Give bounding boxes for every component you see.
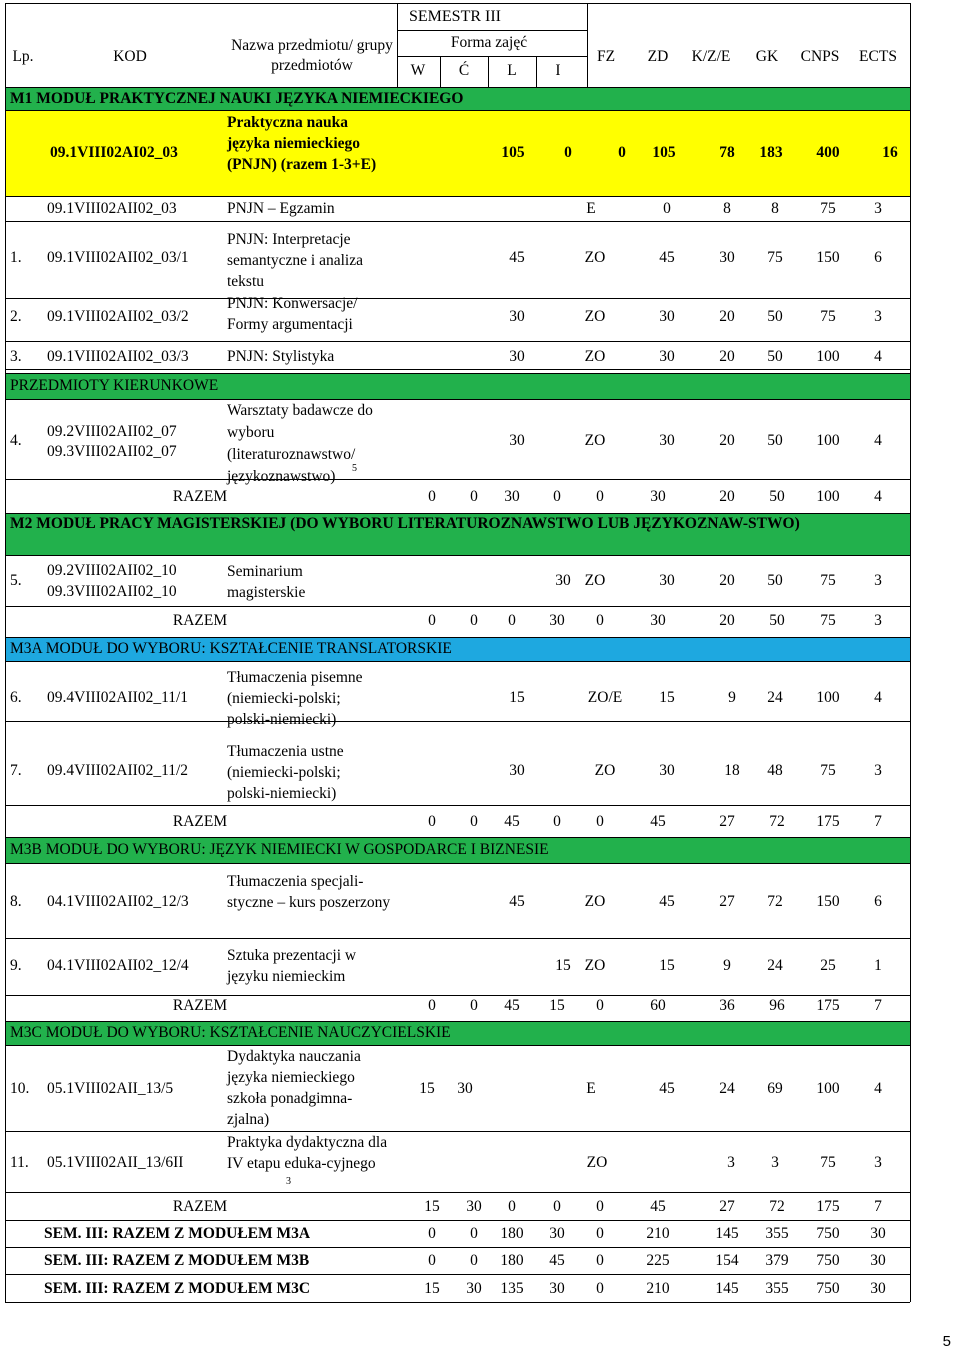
col-forma-1: Ć — [458, 62, 470, 79]
razem-value: 0 — [428, 813, 436, 830]
semester-total-value: 750 — [816, 1280, 840, 1297]
row-value: 4 — [874, 348, 882, 365]
row-value: 100 — [816, 432, 840, 449]
row-name: Tłumaczenia pisemne (niemiecki-polski; polski-niemiecki) — [227, 669, 363, 728]
razem-value: 45 — [650, 813, 666, 830]
row-value: 50 — [767, 348, 783, 365]
study-plan-table — [5, 3, 910, 1303]
row-name: Tłumaczenia ustne (niemiecki-polski; polski-niemiecki) — [227, 743, 344, 802]
pnjn-value: 0 — [564, 144, 572, 161]
grid-line — [5, 1131, 910, 1132]
row-value: 20 — [719, 348, 735, 365]
row-name: Sztuka prezentacji w języku niemieckim — [227, 947, 357, 985]
grid-line — [5, 637, 910, 638]
razem-value: 7 — [874, 813, 882, 830]
razem-value: 20 — [719, 488, 735, 505]
pnjn-value: 0 — [618, 144, 626, 161]
row-value: ZO — [584, 572, 606, 589]
row-code: 05.1VIII02AII_13/5 — [47, 1080, 174, 1097]
grid-line — [5, 479, 910, 480]
col-lp: Lp. — [12, 48, 34, 65]
razem-value: 0 — [428, 612, 436, 629]
row-value: ZO — [586, 1154, 608, 1171]
razem-value: 75 — [820, 612, 836, 629]
row-value: 6 — [874, 893, 882, 910]
razem-value: 50 — [769, 488, 785, 505]
row-value: ZO — [584, 249, 606, 266]
razem-value: 36 — [719, 997, 735, 1014]
semester-total-value: 0 — [470, 1225, 478, 1242]
razem-value: 27 — [719, 1198, 735, 1215]
footnote-marker: 5 — [352, 463, 357, 474]
grid-line — [5, 995, 910, 996]
grid-line — [5, 110, 910, 111]
col-nazwa: Nazwa przedmiotu/ grupy przedmiotów — [231, 37, 393, 74]
razem-value: 30 — [650, 488, 666, 505]
semester-total-value: 750 — [816, 1225, 840, 1242]
egzamin-value: 3 — [874, 200, 882, 217]
row-lp: 7. — [10, 762, 22, 779]
row-value: 30 — [659, 572, 675, 589]
row-value: 50 — [767, 432, 783, 449]
row-value: 72 — [767, 893, 783, 910]
row-value: 30 — [719, 249, 735, 266]
razem-value: 4 — [874, 488, 882, 505]
razem-value: 0 — [428, 997, 436, 1014]
razem-value: 7 — [874, 1198, 882, 1215]
grid-line — [5, 1302, 910, 1303]
semester-total-value: 0 — [470, 1252, 478, 1269]
row-value: ZO — [594, 762, 616, 779]
semester-total-value: 0 — [596, 1252, 604, 1269]
grid-line — [5, 555, 910, 556]
row-name: PNJN: Konwersacje/ Formy argumentacji — [227, 295, 358, 333]
grid-line — [5, 369, 910, 370]
row-value: 150 — [816, 249, 840, 266]
col-header-0: FZ — [596, 48, 616, 65]
grid-line — [5, 3, 6, 1302]
row-value: 9 — [728, 689, 736, 706]
row-value: 75 — [820, 1154, 836, 1171]
row-value: 45 — [509, 249, 525, 266]
row-value: 45 — [659, 893, 675, 910]
semester-total-label: SEM. III: RAZEM Z MODUŁEM M3A — [44, 1225, 311, 1242]
grid-line — [536, 56, 537, 87]
col-forma-2: L — [507, 62, 517, 79]
grid-line — [5, 341, 910, 342]
page-number: 5 — [942, 1333, 951, 1350]
row-code: 09.4VIII02AII02_11/1 — [47, 689, 189, 706]
row-value: 48 — [767, 762, 783, 779]
razem-value: 0 — [596, 612, 604, 629]
row-value: 75 — [820, 762, 836, 779]
semester-total-label: SEM. III: RAZEM Z MODUŁEM M3C — [44, 1280, 311, 1297]
row-value: 3 — [874, 762, 882, 779]
row-value: 15 — [555, 957, 571, 974]
row-value: ZO — [584, 308, 606, 325]
row-value: 3 — [874, 308, 882, 325]
semester-total-value: 355 — [765, 1225, 789, 1242]
semester-total-value: 30 — [870, 1252, 886, 1269]
row-value: 6 — [874, 249, 882, 266]
col-forma-0: W — [410, 62, 426, 79]
semester-total-value: 45 — [549, 1252, 565, 1269]
grid-line — [5, 1045, 910, 1046]
row-value: 3 — [874, 572, 882, 589]
grid-line — [5, 3, 910, 4]
row-lp: 2. — [10, 308, 22, 325]
semester-total-value: 0 — [428, 1225, 436, 1242]
egzamin-value: 75 — [820, 200, 836, 217]
razem-value: 50 — [769, 612, 785, 629]
razem-label: RAZEM — [172, 612, 228, 629]
row-value: ZO/E — [587, 689, 623, 706]
semester-total-value: 30 — [870, 1225, 886, 1242]
row-name: Seminarium magisterskie — [227, 563, 306, 601]
row-lp: 5. — [10, 572, 22, 589]
row-value: ZO — [584, 348, 606, 365]
grid-line — [5, 805, 910, 806]
pnjn-value: 105 — [501, 144, 525, 161]
razem-value: 30 — [504, 488, 520, 505]
semester-total-value: 30 — [549, 1280, 565, 1297]
row-value: 30 — [659, 308, 675, 325]
razem-value: 30 — [466, 1198, 482, 1215]
razem-value: 0 — [470, 813, 478, 830]
semester-total-value: 0 — [428, 1252, 436, 1269]
row-lp: 3. — [10, 348, 22, 365]
grid-line — [5, 87, 910, 88]
footnote-marker: 3 — [286, 1176, 291, 1187]
razem-value: 45 — [504, 997, 520, 1014]
row-value: ZO — [584, 957, 606, 974]
pnjn-value: 183 — [759, 144, 783, 161]
egzamin-value: 8 — [723, 200, 731, 217]
grid-line — [587, 3, 588, 87]
razem-value: 0 — [553, 813, 561, 830]
semester-total-value: 0 — [596, 1280, 604, 1297]
row-value: 25 — [820, 957, 836, 974]
grid-line — [5, 196, 910, 197]
row-value: 20 — [719, 432, 735, 449]
egzamin-code: 09.1VIII02AII02_03 — [47, 200, 177, 217]
col-header-4: CNPS — [800, 48, 840, 65]
row-value: 75 — [767, 249, 783, 266]
row-value: 3 — [771, 1154, 779, 1171]
row-value: 30 — [509, 348, 525, 365]
row-value: 100 — [816, 348, 840, 365]
row-code: 05.1VIII02AII_13/6II — [47, 1154, 184, 1171]
razem-value: 0 — [596, 1198, 604, 1215]
razem-value: 72 — [769, 1198, 785, 1215]
razem-value: 45 — [650, 1198, 666, 1215]
row-lp: 6. — [10, 689, 22, 706]
row-name: Warsztaty badawcze do wyboru (literaturoznawstwo/ językoznawstwo) — [227, 402, 373, 485]
semester-total-value: 154 — [715, 1252, 739, 1269]
egzamin-value: 8 — [771, 200, 779, 217]
razem-value: 27 — [719, 813, 735, 830]
kierunkowe-title: PRZEDMIOTY KIERUNKOWE — [10, 377, 219, 394]
semester-total-value: 145 — [715, 1280, 739, 1297]
row-value: 1 — [874, 957, 882, 974]
row-value: 20 — [719, 572, 735, 589]
row-value: 45 — [659, 1080, 675, 1097]
col-forma-zajec: Forma zajęć — [450, 34, 528, 51]
grid-line — [5, 661, 910, 662]
row-value: 3 — [727, 1154, 735, 1171]
row-value: 24 — [767, 957, 783, 974]
grid-line — [5, 606, 910, 607]
col-header-1: ZD — [647, 48, 669, 65]
razem-value: 175 — [816, 813, 840, 830]
razem-value: 0 — [428, 488, 436, 505]
razem-value: 3 — [874, 612, 882, 629]
razem-value: 15 — [549, 997, 565, 1014]
semester-total-value: 210 — [646, 1280, 670, 1297]
semester-total-value: 355 — [765, 1280, 789, 1297]
row-value: 75 — [820, 308, 836, 325]
row-code: 04.1VIII02AII02_12/4 — [47, 957, 189, 974]
col-header-3: GK — [755, 48, 779, 65]
semester-total-label: SEM. III: RAZEM Z MODUŁEM M3B — [44, 1252, 310, 1269]
row-value: E — [586, 1080, 596, 1097]
razem-label: RAZEM — [172, 1198, 228, 1215]
row-value: 30 — [659, 762, 675, 779]
row-code: 09.1VIII02AII02_03/3 — [47, 348, 189, 365]
razem-value: 175 — [816, 1198, 840, 1215]
row-value: 30 — [659, 432, 675, 449]
row-value: 27 — [719, 893, 735, 910]
razem-value: 100 — [816, 488, 840, 505]
razem-value: 0 — [596, 488, 604, 505]
row-value: 30 — [509, 308, 525, 325]
pnjn-value: 16 — [882, 144, 898, 161]
grid-line — [5, 1220, 910, 1221]
row-code: 09.3VIII02AII02_10 — [47, 583, 177, 600]
row-name: Tłumaczenia specjali-styczne – kurs poszerzony — [227, 873, 391, 911]
razem-value: 0 — [596, 997, 604, 1014]
row-lp: 11. — [10, 1154, 29, 1171]
col-kod: KOD — [113, 48, 147, 65]
egzamin-value: 0 — [663, 200, 671, 217]
razem-value: 0 — [508, 612, 516, 629]
razem-value: 60 — [650, 997, 666, 1014]
razem-value: 96 — [769, 997, 785, 1014]
pnjn-code: 09.1VIII02AI02_03 — [50, 144, 178, 161]
row-value: 15 — [659, 689, 675, 706]
semester-total-value: 180 — [500, 1252, 524, 1269]
egzamin-value: E — [586, 200, 596, 217]
col-header-2: K/Z/E — [691, 48, 731, 65]
row-value: 20 — [719, 308, 735, 325]
razem-value: 72 — [769, 813, 785, 830]
row-code: 09.2VIII02AII02_10 — [47, 562, 177, 579]
pnjn-value: 400 — [816, 144, 840, 161]
semester-total-value: 30 — [549, 1225, 565, 1242]
razem-label: RAZEM — [172, 997, 228, 1014]
row-name: Dydaktyka nauczania języka niemieckiego szkoła ponadgimna-zjalna) — [227, 1048, 361, 1128]
module-m3a-title: M3A MODUŁ DO WYBORU: KSZTAŁCENIE TRANSLATORSKIE — [10, 640, 452, 657]
razem-value: 0 — [508, 1198, 516, 1215]
semester-title: SEMESTR III — [409, 8, 501, 25]
row-code: 09.4VIII02AII02_11/2 — [47, 762, 189, 779]
row-value: 4 — [874, 432, 882, 449]
razem-label: RAZEM — [172, 813, 228, 830]
col-header-5: ECTS — [859, 48, 897, 65]
row-lp: 4. — [10, 432, 22, 449]
razem-label: RAZEM — [172, 488, 228, 505]
semester-total-value: 135 — [500, 1280, 524, 1297]
semester-total-value: 210 — [646, 1225, 670, 1242]
pnjn-name: Praktyczna nauka języka niemieckiego (PNJN) (razem 1-3+E) — [227, 114, 377, 173]
row-value: 100 — [816, 1080, 840, 1097]
semester-total-value: 30 — [466, 1280, 482, 1297]
razem-value: 0 — [470, 488, 478, 505]
razem-value: 175 — [816, 997, 840, 1014]
grid-line — [5, 1021, 910, 1022]
col-forma-3: I — [555, 62, 561, 79]
razem-value: 0 — [470, 612, 478, 629]
row-value: 150 — [816, 893, 840, 910]
row-code: 09.1VIII02AII02_03/1 — [47, 249, 189, 266]
semester-total-value: 0 — [596, 1225, 604, 1242]
row-value: 69 — [767, 1080, 783, 1097]
grid-line — [397, 56, 587, 57]
grid-line — [5, 837, 910, 838]
row-value: 30 — [509, 762, 525, 779]
row-name: PNJN: Stylistyka — [227, 348, 335, 365]
row-value: 100 — [816, 689, 840, 706]
egzamin-name: PNJN – Egzamin — [227, 200, 335, 217]
row-lp: 9. — [10, 957, 22, 974]
row-value: 4 — [874, 1080, 882, 1097]
row-code: 09.3VIII02AII02_07 — [47, 443, 177, 460]
semester-total-value: 30 — [870, 1280, 886, 1297]
row-value: 3 — [874, 1154, 882, 1171]
row-value: 45 — [509, 893, 525, 910]
semester-total-value: 180 — [500, 1225, 524, 1242]
row-name: Praktyka dydaktyczna dla IV etapu eduka-cyjnego — [227, 1134, 388, 1172]
row-value: 18 — [724, 762, 740, 779]
razem-value: 20 — [719, 612, 735, 629]
module-m3b-title: M3B MODUŁ DO WYBORU: JĘZYK NIEMIECKI W GOSPODARCE I BIZNESIE — [10, 841, 549, 858]
row-value: 30 — [555, 572, 571, 589]
grid-line — [5, 1192, 910, 1193]
pnjn-value: 78 — [719, 144, 735, 161]
grid-line — [5, 1247, 910, 1248]
row-value: 50 — [767, 308, 783, 325]
grid-line — [397, 30, 587, 31]
row-value: 75 — [820, 572, 836, 589]
grid-line — [5, 1274, 910, 1275]
razem-value: 15 — [424, 1198, 440, 1215]
razem-value: 0 — [553, 1198, 561, 1215]
semester-total-value: 225 — [646, 1252, 670, 1269]
razem-value: 45 — [504, 813, 520, 830]
grid-line — [5, 721, 910, 722]
razem-value: 30 — [549, 612, 565, 629]
module-m2-title: M2 MODUŁ PRACY MAGISTERSKIEJ (DO WYBORU LITERATUROZNAWSTWO LUB JĘZYKOZNAW-STWO) — [10, 515, 800, 532]
grid-line — [440, 56, 441, 87]
row-value: 24 — [767, 689, 783, 706]
row-value: 4 — [874, 689, 882, 706]
semester-total-value: 145 — [715, 1225, 739, 1242]
row-value: 15 — [419, 1080, 435, 1097]
grid-line — [488, 56, 489, 87]
row-name: PNJN: Interpretacje semantyczne i analiza tekstu — [227, 231, 363, 290]
module-m1-title: M1 MODUŁ PRAKTYCZNEJ NAUKI JĘZYKA NIEMIECKIEGO — [10, 90, 464, 107]
grid-line — [397, 3, 398, 87]
row-value: 30 — [457, 1080, 473, 1097]
semester-total-value: 15 — [424, 1280, 440, 1297]
grid-line — [5, 221, 910, 222]
pnjn-value: 105 — [652, 144, 676, 161]
grid-line — [5, 863, 910, 864]
grid-line — [910, 3, 911, 1302]
row-code: 04.1VIII02AII02_12/3 — [47, 893, 189, 910]
razem-value: 30 — [650, 612, 666, 629]
row-value: 30 — [509, 432, 525, 449]
grid-line — [5, 938, 910, 939]
row-value: 9 — [723, 957, 731, 974]
razem-value: 0 — [553, 488, 561, 505]
row-code: 09.1VIII02AII02_03/2 — [47, 308, 189, 325]
razem-value: 7 — [874, 997, 882, 1014]
row-value: ZO — [584, 893, 606, 910]
row-lp: 1. — [10, 249, 22, 266]
grid-line — [5, 399, 910, 400]
row-value: 15 — [659, 957, 675, 974]
module-m3c-title: M3C MODUŁ DO WYBORU: KSZTAŁCENIE NAUCZYCIELSKIE — [10, 1024, 451, 1041]
razem-value: 0 — [470, 997, 478, 1014]
grid-line — [5, 373, 910, 374]
row-code: 09.2VIII02AII02_07 — [47, 423, 177, 440]
row-value: 24 — [719, 1080, 735, 1097]
semester-total-value: 379 — [765, 1252, 789, 1269]
razem-value: 0 — [596, 813, 604, 830]
row-value: 45 — [659, 249, 675, 266]
row-value: ZO — [584, 432, 606, 449]
row-lp: 10. — [10, 1080, 30, 1097]
row-lp: 8. — [10, 893, 22, 910]
row-value: 15 — [509, 689, 525, 706]
row-value: 30 — [659, 348, 675, 365]
row-value: 50 — [767, 572, 783, 589]
grid-line — [5, 298, 910, 299]
semester-total-value: 750 — [816, 1252, 840, 1269]
